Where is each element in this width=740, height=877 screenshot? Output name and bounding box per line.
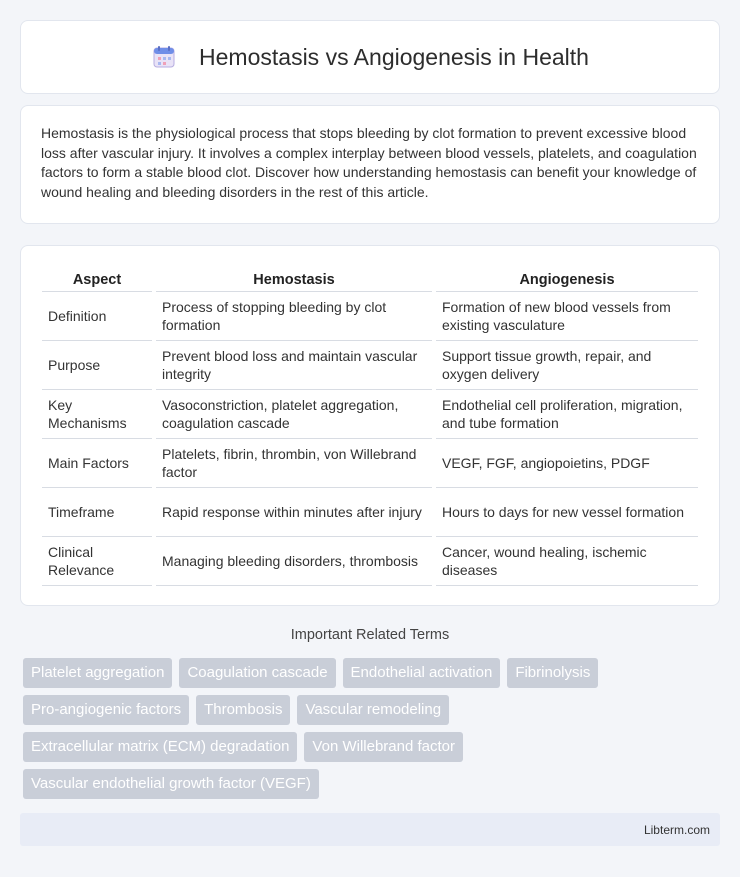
comparison-table-card bbox=[20, 245, 720, 606]
row-angiogenesis: Formation of new blood vessels from existing vasculature bbox=[436, 292, 698, 341]
table-header-row bbox=[42, 264, 698, 292]
header-angiogenesis: Angiogenesis bbox=[436, 264, 698, 292]
header-aspect: Aspect bbox=[42, 264, 152, 292]
intro-text: Hemostasis is the physiological process that stops bleeding by clot formation to prevent excessive blood loss after vascular injury. It involves a complex interplay between blood vessels, platelets, and coagulation factors to form a stable blood clot. Discover how understanding hemostasis can benefit your knowledge of wound healing and bleeding disorders in the rest of this article. bbox=[41, 125, 697, 200]
related-terms bbox=[23, 658, 713, 806]
row-hemostasis: Platelets, fibrin, thrombin, von Willebrand factor bbox=[156, 439, 432, 488]
tag-coagulation-cascade[interactable]: Coagulation cascade bbox=[179, 658, 335, 688]
row-hemostasis: Prevent blood loss and maintain vascular integrity bbox=[156, 341, 432, 390]
row-hemostasis: Managing bleeding disorders, thrombosis bbox=[156, 537, 432, 586]
tag-platelet-aggregation[interactable]: Platelet aggregation bbox=[23, 658, 172, 688]
intro-card bbox=[20, 105, 720, 224]
row-hemostasis: Process of stopping bleeding by clot formation bbox=[156, 292, 432, 341]
tag-endothelial-activation[interactable]: Endothelial activation bbox=[343, 658, 501, 688]
footer-site-link[interactable]: Libterm.com bbox=[643, 822, 710, 837]
table-row bbox=[42, 537, 698, 586]
table-row bbox=[42, 292, 698, 341]
row-aspect: Definition bbox=[42, 292, 152, 341]
table-row bbox=[42, 439, 698, 488]
tag-row bbox=[23, 769, 713, 799]
tag-ecm-degradation[interactable]: Extracellular matrix (ECM) degradation bbox=[23, 732, 297, 762]
row-angiogenesis: Hours to days for new vessel formation bbox=[436, 488, 698, 537]
page-title: Hemostasis vs Angiogenesis in Health bbox=[199, 43, 589, 70]
table-row bbox=[42, 341, 698, 390]
table-row bbox=[42, 488, 698, 537]
row-aspect: Key Mechanisms bbox=[42, 390, 152, 439]
row-hemostasis: Rapid response within minutes after injury bbox=[156, 488, 432, 537]
row-angiogenesis: Cancer, wound healing, ischemic diseases bbox=[436, 537, 698, 586]
footer bbox=[20, 813, 720, 846]
table-row bbox=[42, 390, 698, 439]
tag-fibrinolysis[interactable]: Fibrinolysis bbox=[507, 658, 598, 688]
row-angiogenesis: Support tissue growth, repair, and oxygen delivery bbox=[436, 341, 698, 390]
row-aspect: Purpose bbox=[42, 341, 152, 390]
header-hemostasis: Hemostasis bbox=[156, 264, 432, 292]
title-card bbox=[20, 20, 720, 94]
tag-vascular-remodeling[interactable]: Vascular remodeling bbox=[297, 695, 449, 725]
row-aspect: Timeframe bbox=[42, 488, 152, 537]
comparison-table bbox=[38, 264, 702, 586]
calendar-icon bbox=[151, 44, 177, 70]
tag-von-willebrand-factor[interactable]: Von Willebrand factor bbox=[304, 732, 463, 762]
tag-row bbox=[23, 658, 713, 688]
row-aspect: Main Factors bbox=[42, 439, 152, 488]
tag-vegf[interactable]: Vascular endothelial growth factor (VEGF) bbox=[23, 769, 319, 799]
tag-pro-angiogenic-factors[interactable]: Pro-angiogenic factors bbox=[23, 695, 189, 725]
row-angiogenesis: Endothelial cell proliferation, migration, and tube formation bbox=[436, 390, 698, 439]
row-hemostasis: Vasoconstriction, platelet aggregation, coagulation cascade bbox=[156, 390, 432, 439]
related-terms-title: Important Related Terms bbox=[290, 627, 450, 643]
row-angiogenesis: VEGF, FGF, angiopoietins, PDGF bbox=[436, 439, 698, 488]
tag-row bbox=[23, 732, 713, 762]
tag-row bbox=[23, 695, 713, 725]
row-aspect: Clinical Relevance bbox=[42, 537, 152, 586]
tag-thrombosis[interactable]: Thrombosis bbox=[196, 695, 290, 725]
